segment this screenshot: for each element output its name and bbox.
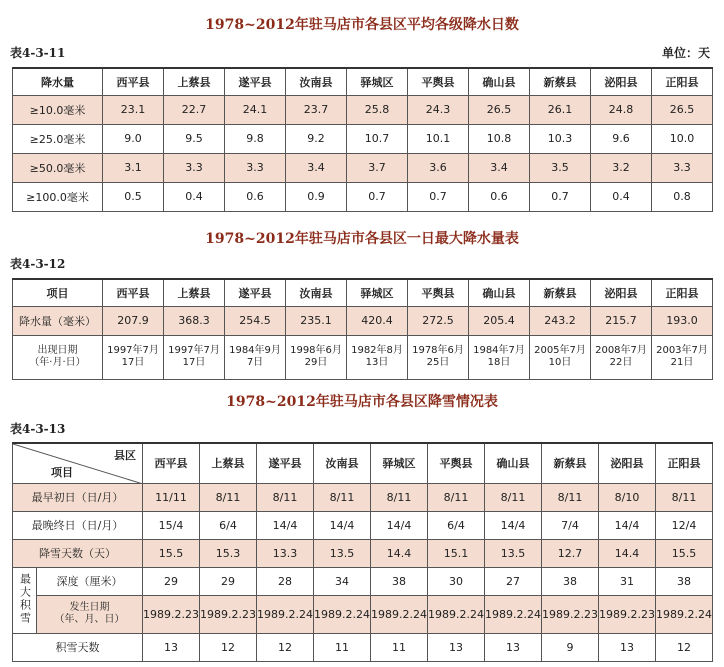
table-cell: 7/4 [542, 511, 599, 539]
row-label: 最晚终日（日/月） [13, 511, 143, 539]
table-cell: 3.6 [408, 153, 469, 182]
table-cell: 205.4 [469, 306, 530, 335]
table-cell: 2003年7月 21日 [652, 335, 713, 379]
table-cell: 14/4 [371, 511, 428, 539]
table-cell: 8/11 [314, 483, 371, 511]
table-cell: 10.7 [347, 124, 408, 153]
table-cell: 15.5 [656, 539, 713, 567]
county-header: 西平县 [143, 443, 200, 483]
table-cell: 8/11 [542, 483, 599, 511]
table-cell: 207.9 [103, 306, 164, 335]
table-cell: 0.9 [286, 182, 347, 211]
county-header: 平舆县 [408, 68, 469, 95]
table-cell: 8/11 [485, 483, 542, 511]
table-cell: 0.4 [591, 182, 652, 211]
table1-header-label: 降水量 [13, 68, 103, 95]
table-cell: 15.5 [143, 539, 200, 567]
table-cell: 25.8 [347, 95, 408, 124]
table-cell: 14.4 [371, 539, 428, 567]
table-cell: 8/11 [371, 483, 428, 511]
county-header: 新蔡县 [530, 68, 591, 95]
row-label: 深度（厘米） [37, 567, 143, 595]
table-cell: 2008年7月 22日 [591, 335, 652, 379]
county-header: 新蔡县 [530, 279, 591, 306]
table1 [12, 67, 713, 212]
table-cell: 6/4 [428, 511, 485, 539]
table-cell: 3.3 [164, 153, 225, 182]
county-header: 西平县 [103, 279, 164, 306]
table-cell: 10.1 [408, 124, 469, 153]
table-row [13, 124, 713, 153]
county-header: 确山县 [485, 443, 542, 483]
county-header: 西平县 [103, 68, 164, 95]
table-cell: 12 [257, 633, 314, 661]
table-cell: 8/11 [200, 483, 257, 511]
table2-title: 1978~2012年驻马店市各县区一日最大降水量表 [205, 231, 519, 247]
table-cell: 11 [371, 633, 428, 661]
table-cell: 15/4 [143, 511, 200, 539]
table2 [12, 278, 713, 380]
table-cell: 1989.2.23 [200, 595, 257, 633]
corner-county-label: 县区 [114, 449, 136, 462]
table-cell: 22.7 [164, 95, 225, 124]
table-cell: 24.8 [591, 95, 652, 124]
table-cell: 215.7 [591, 306, 652, 335]
table-cell: 3.4 [469, 153, 530, 182]
table-cell: 13 [143, 633, 200, 661]
table3-title: 1978~2012年驻马店市各县区降雪情况表 [226, 394, 498, 410]
table-cell: 1989.2.24 [371, 595, 428, 633]
table-cell: 12 [200, 633, 257, 661]
table-cell: 3.5 [530, 153, 591, 182]
county-header: 正阳县 [652, 279, 713, 306]
table-cell: 1989.2.24 [314, 595, 371, 633]
table-cell: 0.8 [652, 182, 713, 211]
table-row [13, 306, 713, 335]
table-cell: 11 [314, 633, 371, 661]
table-cell: 193.0 [652, 306, 713, 335]
county-header: 驿城区 [371, 443, 428, 483]
row-label: 降水量（毫米） [13, 306, 103, 335]
table-cell: 1989.2.23 [143, 595, 200, 633]
table-cell: 38 [371, 567, 428, 595]
table-row [13, 153, 713, 182]
county-header: 上蔡县 [164, 68, 225, 95]
row-label: 最早初日（日/月） [13, 483, 143, 511]
table-cell: 235.1 [286, 306, 347, 335]
table-cell: 31 [599, 567, 656, 595]
table-cell: 1989.2.24 [257, 595, 314, 633]
table-cell: 9.8 [225, 124, 286, 153]
table-cell: 8/11 [656, 483, 713, 511]
table-cell: 12.7 [542, 539, 599, 567]
row-label: ≥50.0毫米 [13, 153, 103, 182]
table2-label: 表4-3-12 [10, 257, 66, 271]
table-cell: 14/4 [257, 511, 314, 539]
table-row [13, 595, 713, 633]
county-header: 汝南县 [286, 279, 347, 306]
table-cell: 1989.2.24 [656, 595, 713, 633]
table-cell: 3.2 [591, 153, 652, 182]
county-header: 泌阳县 [599, 443, 656, 483]
table-cell: 30 [428, 567, 485, 595]
table-cell: 1989.2.24 [428, 595, 485, 633]
table-cell: 3.3 [652, 153, 713, 182]
county-header: 遂平县 [225, 68, 286, 95]
table2-header-row [13, 279, 713, 306]
table1-header-row [13, 68, 713, 95]
table-cell: 9.2 [286, 124, 347, 153]
table-cell: 13.5 [314, 539, 371, 567]
table-cell: 14/4 [599, 511, 656, 539]
table-cell: 24.3 [408, 95, 469, 124]
table-cell: 8/11 [257, 483, 314, 511]
table-cell: 0.7 [408, 182, 469, 211]
county-header: 汝南县 [286, 68, 347, 95]
table-cell: 1998年6月 29日 [286, 335, 347, 379]
table-cell: 2005年7月 10日 [530, 335, 591, 379]
table-cell: 13.3 [257, 539, 314, 567]
county-header: 确山县 [469, 279, 530, 306]
row-label: 积雪天数 [13, 633, 143, 661]
table-cell: 1982年8月 13日 [347, 335, 408, 379]
table-cell: 0.7 [530, 182, 591, 211]
table-cell: 0.6 [469, 182, 530, 211]
max-snow-label: 最大积雪 [13, 567, 37, 633]
county-header: 平舆县 [408, 279, 469, 306]
table-row [13, 335, 713, 379]
county-header: 驿城区 [347, 68, 408, 95]
table-cell: 1978年6月 25日 [408, 335, 469, 379]
table-cell: 13 [599, 633, 656, 661]
county-header: 上蔡县 [164, 279, 225, 306]
county-header: 泌阳县 [591, 279, 652, 306]
table-cell: 13.5 [485, 539, 542, 567]
table-row [13, 182, 713, 211]
table-cell: 10.0 [652, 124, 713, 153]
table-cell: 24.1 [225, 95, 286, 124]
table-cell: 34 [314, 567, 371, 595]
table-cell: 23.1 [103, 95, 164, 124]
county-header: 遂平县 [257, 443, 314, 483]
county-header: 遂平县 [225, 279, 286, 306]
table-cell: 10.3 [530, 124, 591, 153]
table3-label: 表4-3-13 [10, 422, 66, 436]
table-cell: 9.0 [103, 124, 164, 153]
row-label: ≥100.0毫米 [13, 182, 103, 211]
table-cell: 10.8 [469, 124, 530, 153]
county-header: 正阳县 [656, 443, 713, 483]
table-cell: 1997年7月 17日 [103, 335, 164, 379]
table-row [13, 539, 713, 567]
corner-item-label: 项目 [51, 465, 73, 479]
table-cell: 3.4 [286, 153, 347, 182]
table-cell: 13 [428, 633, 485, 661]
table-cell: 368.3 [164, 306, 225, 335]
table-cell: 1989.2.24 [485, 595, 542, 633]
table-cell: 272.5 [408, 306, 469, 335]
table-cell: 14/4 [314, 511, 371, 539]
table-cell: 3.1 [103, 153, 164, 182]
table1-title: 1978~2012年驻马店市各县区平均各级降水日数 [205, 17, 519, 33]
table-row [13, 511, 713, 539]
table-cell: 1989.2.23 [599, 595, 656, 633]
county-header: 泌阳县 [591, 68, 652, 95]
county-header: 上蔡县 [200, 443, 257, 483]
table-cell: 1997年7月 17日 [164, 335, 225, 379]
table-cell: 243.2 [530, 306, 591, 335]
table-cell: 0.5 [103, 182, 164, 211]
table-cell: 29 [200, 567, 257, 595]
table-cell: 9.5 [164, 124, 225, 153]
row-label: 发生日期 （年、月、日） [37, 595, 143, 633]
row-label: ≥10.0毫米 [13, 95, 103, 124]
table-cell: 12 [656, 633, 713, 661]
table-cell: 26.5 [469, 95, 530, 124]
table-cell: 0.7 [347, 182, 408, 211]
table-cell: 0.4 [164, 182, 225, 211]
table-row [13, 567, 713, 595]
table1-unit: 单位：天 [661, 46, 710, 60]
table-cell: 23.7 [286, 95, 347, 124]
table-cell: 0.6 [225, 182, 286, 211]
county-header: 确山县 [469, 68, 530, 95]
county-header: 平舆县 [428, 443, 485, 483]
table-cell: 12/4 [656, 511, 713, 539]
table-cell: 13 [485, 633, 542, 661]
table-cell: 29 [143, 567, 200, 595]
table-cell: 27 [485, 567, 542, 595]
table-cell: 420.4 [347, 306, 408, 335]
county-header: 驿城区 [347, 279, 408, 306]
row-label: 出现日期 （年·月·日） [13, 335, 103, 379]
table-cell: 3.3 [225, 153, 286, 182]
table-cell: 15.1 [428, 539, 485, 567]
table-cell: 254.5 [225, 306, 286, 335]
table-cell: 1984年7月 18日 [469, 335, 530, 379]
table-cell: 38 [656, 567, 713, 595]
table-cell: 14.4 [599, 539, 656, 567]
table-cell: 26.5 [652, 95, 713, 124]
table-cell: 6/4 [200, 511, 257, 539]
table-cell: 15.3 [200, 539, 257, 567]
table2-header-label: 项目 [13, 279, 103, 306]
table-cell: 1989.2.23 [542, 595, 599, 633]
table3 [12, 442, 713, 662]
table-cell: 38 [542, 567, 599, 595]
table3-header-row [13, 443, 713, 483]
corner-header [13, 443, 143, 483]
table-cell: 8/10 [599, 483, 656, 511]
county-header: 正阳县 [652, 68, 713, 95]
row-label: 降雪天数（天） [13, 539, 143, 567]
table-cell: 28 [257, 567, 314, 595]
table-row [13, 633, 713, 661]
table-cell: 14/4 [485, 511, 542, 539]
table-cell: 1984年9月 7日 [225, 335, 286, 379]
county-header: 汝南县 [314, 443, 371, 483]
table-cell: 9.6 [591, 124, 652, 153]
table-cell: 11/11 [143, 483, 200, 511]
table-cell: 3.7 [347, 153, 408, 182]
table-cell: 26.1 [530, 95, 591, 124]
table-cell: 9 [542, 633, 599, 661]
table-cell: 8/11 [428, 483, 485, 511]
table-row [13, 95, 713, 124]
row-label: ≥25.0毫米 [13, 124, 103, 153]
county-header: 新蔡县 [542, 443, 599, 483]
table1-label: 表4-3-11 [10, 46, 66, 60]
table-row [13, 483, 713, 511]
